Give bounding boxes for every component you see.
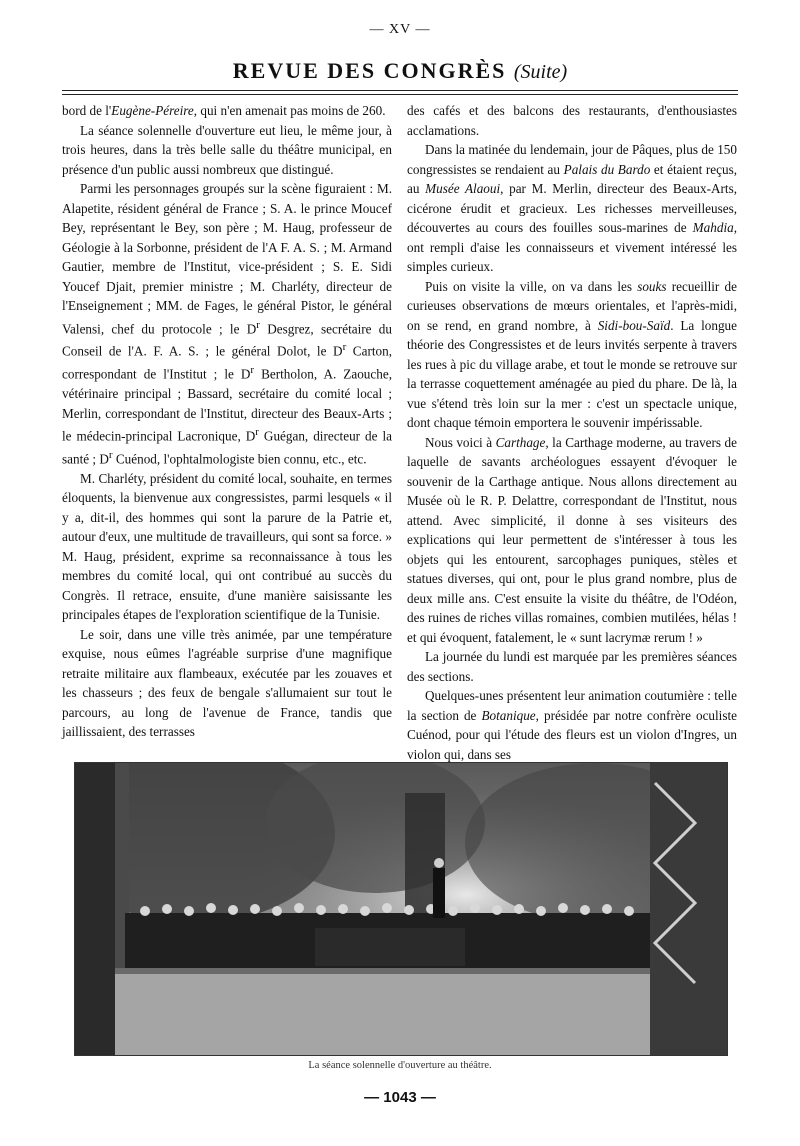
- paragraph: Dans la matinée du lendemain, jour de Pâques, plus de 150 congressistes se rendaient au Palais du Bardo et étaient reçus, au Musée Alaoui, par M. Merlin, directeur des Beaux-Arts, cicérone érudit et gracieux. Les richesses merveilleuses, découvertes au cours des fouilles sous-marines de Mahdia, ont rempli d'aise les connaisseurs et vivement intéressé les simples curieux.: [407, 142, 738, 274]
- paragraph: bord de l'Eugène-Péreire, qui n'en amenait pas moins de 260.: [62, 103, 386, 118]
- theatre-photograph: [74, 762, 728, 1056]
- header-rule-bottom: [62, 94, 738, 95]
- page-number: — 1043 —: [364, 1089, 436, 1106]
- paragraph: M. Charléty, président du comité local, souhaite, en termes éloquents, la bienvenue aux congressistes, parmi lesquels « il y a, dit-il, des hommes qui sont la parure de la Patrie et, autour d'eux, une multitude de travailleurs, qui sont sa force. » M. Haug, président, exprime sa reconnaissance à tous les membres du comité local, qui ont contribué au succès du Congrès. Il retrace, ensuite, d'une manière saisissante les principales étapes de l'exploration scientifique de la Tunisie.: [62, 470, 392, 623]
- header-rule-top: [62, 90, 738, 91]
- right-text-column: [407, 101, 737, 764]
- paragraph: Le soir, dans une ville très animée, par une température exquise, nous eûmes l'agréable surprise d'une magnifique retraite militaire aux flambeaux, exécutée par les zouaves et les chasseurs ; des feux de bengale s'allumaient sur tout le parcours, au long de l'avenue de France, tandis que jaillissaient, des terrasses: [62, 626, 392, 740]
- title-main: REVUE DES CONGRÈS: [232, 58, 507, 83]
- paragraph: des cafés et des balcons des restaurants, d'enthousiastes acclamations.: [407, 103, 737, 138]
- title-suffix: (Suite): [513, 61, 568, 83]
- paragraph: Parmi les personnages groupés sur la scène figuraient : M. Alapetite, résident général de France ; S. A. le prince Moucef Bey, représentant le Bey, son père ; M. Haug, professeur de Géologie à la Sorbonne, président de l'A F. A. S. ; M. Armand Gautier, membre de l'Institut, vice-président ; S. E. Sidi Youcef Djait, premier ministre ; M. Charléty, directeur de l'Enseignement ; MM. de Fages, le général Pistor, le général Valensi, chef du protocole ; le $D^r$ Desgrez, secrétaire du Conseil de l'A. F. A. S. ; le général Dolot, le $D^r$ Carton, correspondant de l'Institut ; le $D^r$ Bertholon, A. Zaouche, vétérinaire principal ; Bassard, secrétaire du comité local ; Merlin, correspondant de l'Institut, directeur des Beaux-Arts ; le médecin-principal Lacronique, $D^r$ Guégan, directeur de la santé ; $D^r$ Cuénod, l'ophtalmologiste bien connu, etc., etc.: [62, 181, 392, 467]
- figure-caption: La séance solennelle d'ouverture au théâtre.: [308, 1060, 492, 1071]
- paragraph: La séance solennelle d'ouverture eut lieu, le même jour, à trois heures, dans la très belle salle du théâtre municipal, en présence d'un public aussi nombreux que distingué.: [62, 122, 392, 177]
- paragraph: Quelques-unes présentent leur animation coutumière : telle la section de Botanique, présidée par notre confrère oculiste Cuénod, pour qui l'étude des fleurs est un violon d'Ingres, un violon qui, dans ses: [407, 688, 737, 762]
- page-title: [0, 58, 800, 84]
- paragraph: La journée du lundi est marquée par les premières séances des sections.: [407, 649, 737, 684]
- paragraph: Puis on visite la ville, on va dans les souks recueillir de curieuses observations de mœurs orientales, et l'après-midi, on se rend, en grand nombre, à Sidi-bou-Saïd. La longue théorie des Congressistes et de leurs invités serpente à travers les rues à pic du village arabe, et tout le monde se retrouve sur la terrasse coquettement aménagée au pied du phare. De là, la vue s'étend très loin sur la mer : c'est un spectacle unique, dont chaque témoin emportera le souvenir impérissable.: [407, 278, 737, 430]
- paragraph: Nous voici à Carthage, la Carthage moderne, au travers de laquelle de savants archéologues essayent d'évoquer le souvenir de la Carthage antique. Nous allons directement au Musée où le R. P. Delattre, correspondant de l'Institut, nous attend. Avec simplicité, il donne à ses visiteurs des explications qui leur permettent de s'intéresser à tous les objets qui les entourent, sarcophages puniques, stèles et statues diverses, qui ont, pour le plus grand nombre, plus de deux mille ans. C'est ensuite la visite du théâtre, de l'Odéon, des ruines de riches villas romaines, combien mutilées, hélas ! et qui évoquent, fatalement, le « sunt lacrymæ rerum ! »: [407, 434, 737, 645]
- theatre-photo-image: [75, 763, 727, 1055]
- left-text-column: [62, 101, 392, 742]
- page-roman-numeral: — XV —: [369, 22, 431, 37]
